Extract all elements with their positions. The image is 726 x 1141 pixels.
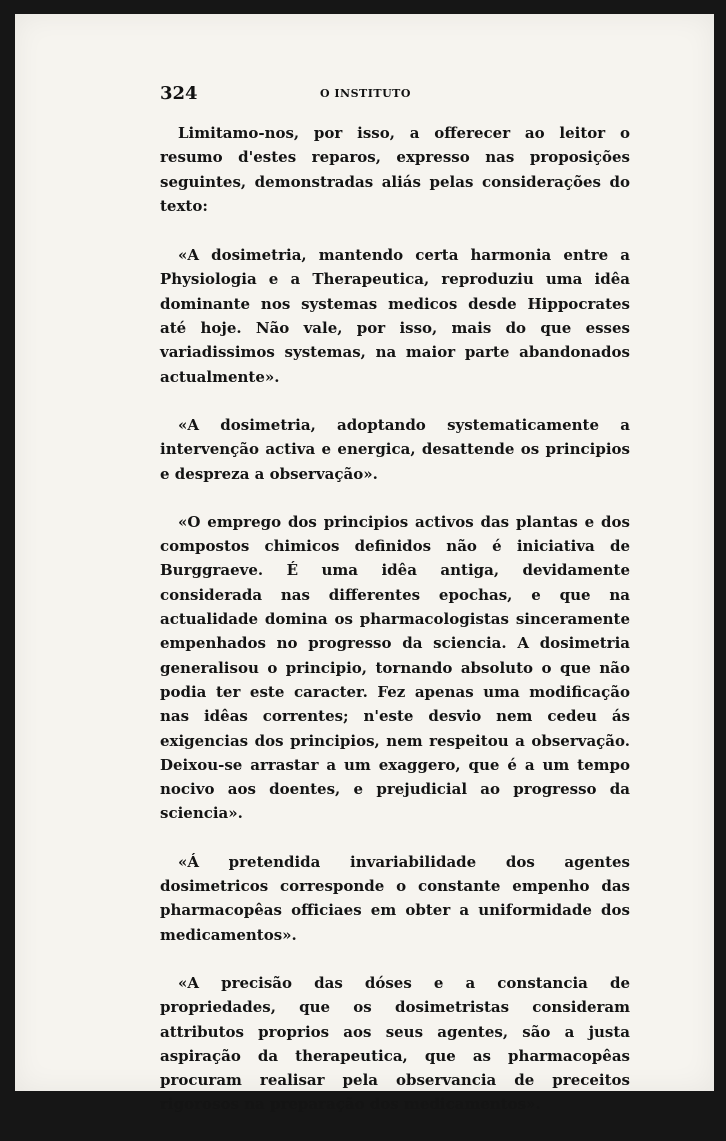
paragraph-quote-principios-activos: «O emprego dos principios activos das plantas e dos compostos chimicos definidos não é iniciativa de Burggraeve. É uma idêa antiga, devidamente considerada nas differentes epochas, e que na actualidade domina os pharmacologistas sinceramente empenhados no progresso da sciencia. A dosimetria generalisou o principio, tornando absoluto o que não podia ter este caracter. Fez apenas uma modificação nas idêas correntes; n'este desvio nem cedeu ás exigencias dos principios, nem respeitou a observação. Deixou-se arrastar a um exaggero, que é a um tempo nocivo aos doentes, e prejudicial ao progresso da sciencia». (160, 512, 630, 823)
paragraph-quote-invariabilidade: «Á pretendida invariabilidade dos agentes dosimetricos corresponde o constante empenho das pharmacopêas officiaes em obter a uniformidade dos medicamentos». (160, 852, 630, 944)
body-text (160, 121, 630, 1141)
page-number: 324 (160, 83, 198, 104)
paragraph-quote-precisao: «A precisão das dóses e a constancia de propriedades, que os dosimetristas consideram attributos proprios aos seus agentes, são a justa aspiração da therapeutica, que as pharmacopêas procuram realisar pela observancia de preceitos rigorosos na preparação dos medicamentos». (160, 973, 630, 1114)
paragraph-quote-intervencao: «A dosimetria, adoptando systematicamente a intervenção activa e energica, desattende os principios e despreza a observação». (160, 415, 630, 483)
page-header (160, 83, 630, 107)
paragraph-intro: Limitamo-nos, por isso, a offerecer ao leitor o resumo d'estes reparos, expresso nas proposições seguintes, demonstradas aliás pelas considerações do texto: (160, 124, 630, 215)
paragraph-quote-physiologia: «A dosimetria, mantendo certa harmonia entre a Physiologia e a Therapeutica, reproduziu uma idêa dominante nos systemas medicos desde Hippocrates até hoje. Não vale, por isso, mais do que esses variadissimos systemas, na maior parte abandonados actualmente». (160, 246, 630, 386)
running-title: O INSTITUTO (320, 87, 411, 100)
